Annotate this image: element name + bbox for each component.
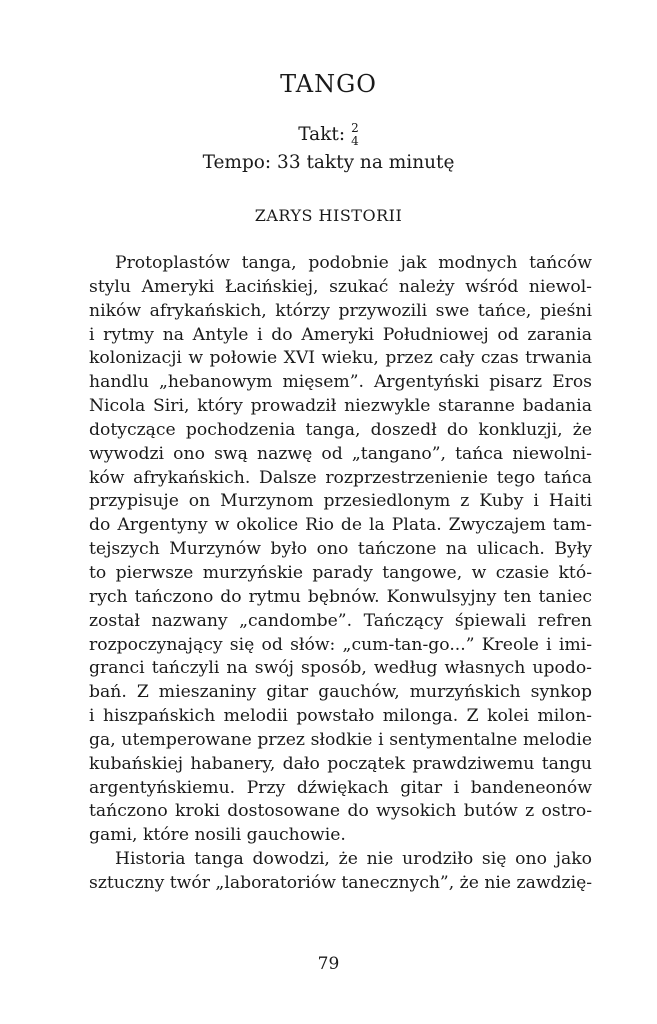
text-line: do Argentyny w okolice Rio de la Plata. Zwyczajem tam- — [89, 515, 592, 536]
time-signature — [351, 122, 359, 148]
text-line: i rytmy na Antyle i do Ameryki Południowej od zarania — [89, 324, 592, 345]
text-line: dotyczące pochodzenia tanga, doszedł do konkluzji, że — [89, 419, 592, 440]
tempo-line: Tempo: 33 takty na minutę — [202, 152, 455, 173]
time-signature-denominator: 4 — [351, 134, 359, 148]
text-line: to pierwsze murzyńskie parady tangowe, w czasie któ- — [89, 562, 592, 583]
section-title: ZARYS HISTORII — [254, 206, 403, 225]
meter-line — [0, 121, 657, 149]
text-line: przypisuje on Murzynom przesiedlonym z Kuby i Haiti — [89, 491, 592, 512]
text-line: Protoplastów tanga, podobnie jak modnych tańców — [115, 253, 592, 273]
text-line: gami, które nosili gauchowie. — [89, 825, 346, 846]
text-line: stylu Ameryki Łacińskiej, szukać należy wśród niewol- — [89, 276, 592, 297]
text-line: handlu „hebanowym mięsem”. Argentyński pisarz Eros — [89, 372, 592, 393]
meter-label: Takt: — [298, 124, 346, 145]
chapter-title: TANGO — [280, 70, 377, 98]
text-line: ków afrykańskich. Dalsze rozprzestrzenienie tego tańca — [89, 467, 592, 488]
text-line: tańczono kroki dostosowane do wysokich butów z ostro- — [89, 801, 592, 822]
text-line: sztuczny twór „laboratoriów tanecznych”, że nie zawdzię- — [89, 872, 593, 893]
text-line: bań. Z mieszaniny gitar gauchów, murzyńskich synkop — [89, 682, 592, 703]
body-text — [89, 252, 592, 896]
text-line: argentyńskiemu. Przy dźwiękach gitar i bandeneonów — [89, 777, 592, 798]
text-line: i hiszpańskich melodii powstało milonga. Z kolei milon- — [89, 706, 592, 727]
text-line: ników afrykańskich, którzy przywozili swe tańce, pieśni — [89, 300, 592, 321]
text-line: granci tańczyli na swój sposób, według własnych upodo- — [89, 658, 592, 679]
dance-meta — [0, 121, 657, 177]
time-signature-numerator: 2 — [351, 121, 359, 135]
text-line: tejszych Murzynów było ono tańczone na ulicach. Były — [89, 539, 592, 560]
text-line: wywodzi ono swą nazwę od „tangano”, tańca niewolni- — [89, 443, 592, 464]
text-line: Historia tanga dowodzi, że nie urodziło się ono jako — [115, 849, 592, 870]
text-line: ga, utemperowane przez słodkie i sentymentalne melodie — [89, 729, 592, 750]
text-line: kolonizacji w połowie XVI wieku, przez cały czas trwania — [89, 348, 592, 369]
text-line: Nicola Siri, który prowadził niezwykle staranne badania — [89, 396, 592, 417]
text-line: kubańskiej habanery, dało początek prawdziwemu tangu — [89, 753, 592, 774]
page-number: 79 — [317, 954, 340, 974]
text-line: rozpoczynający się od słów: „cum-tan-go...” Kreole i imi- — [89, 634, 592, 655]
text-line: został nazwany „candombe”. Tańczący śpiewali refren — [89, 610, 592, 631]
text-line: rych tańczono do rytmu bębnów. Konwulsyjny ten taniec — [89, 586, 592, 607]
